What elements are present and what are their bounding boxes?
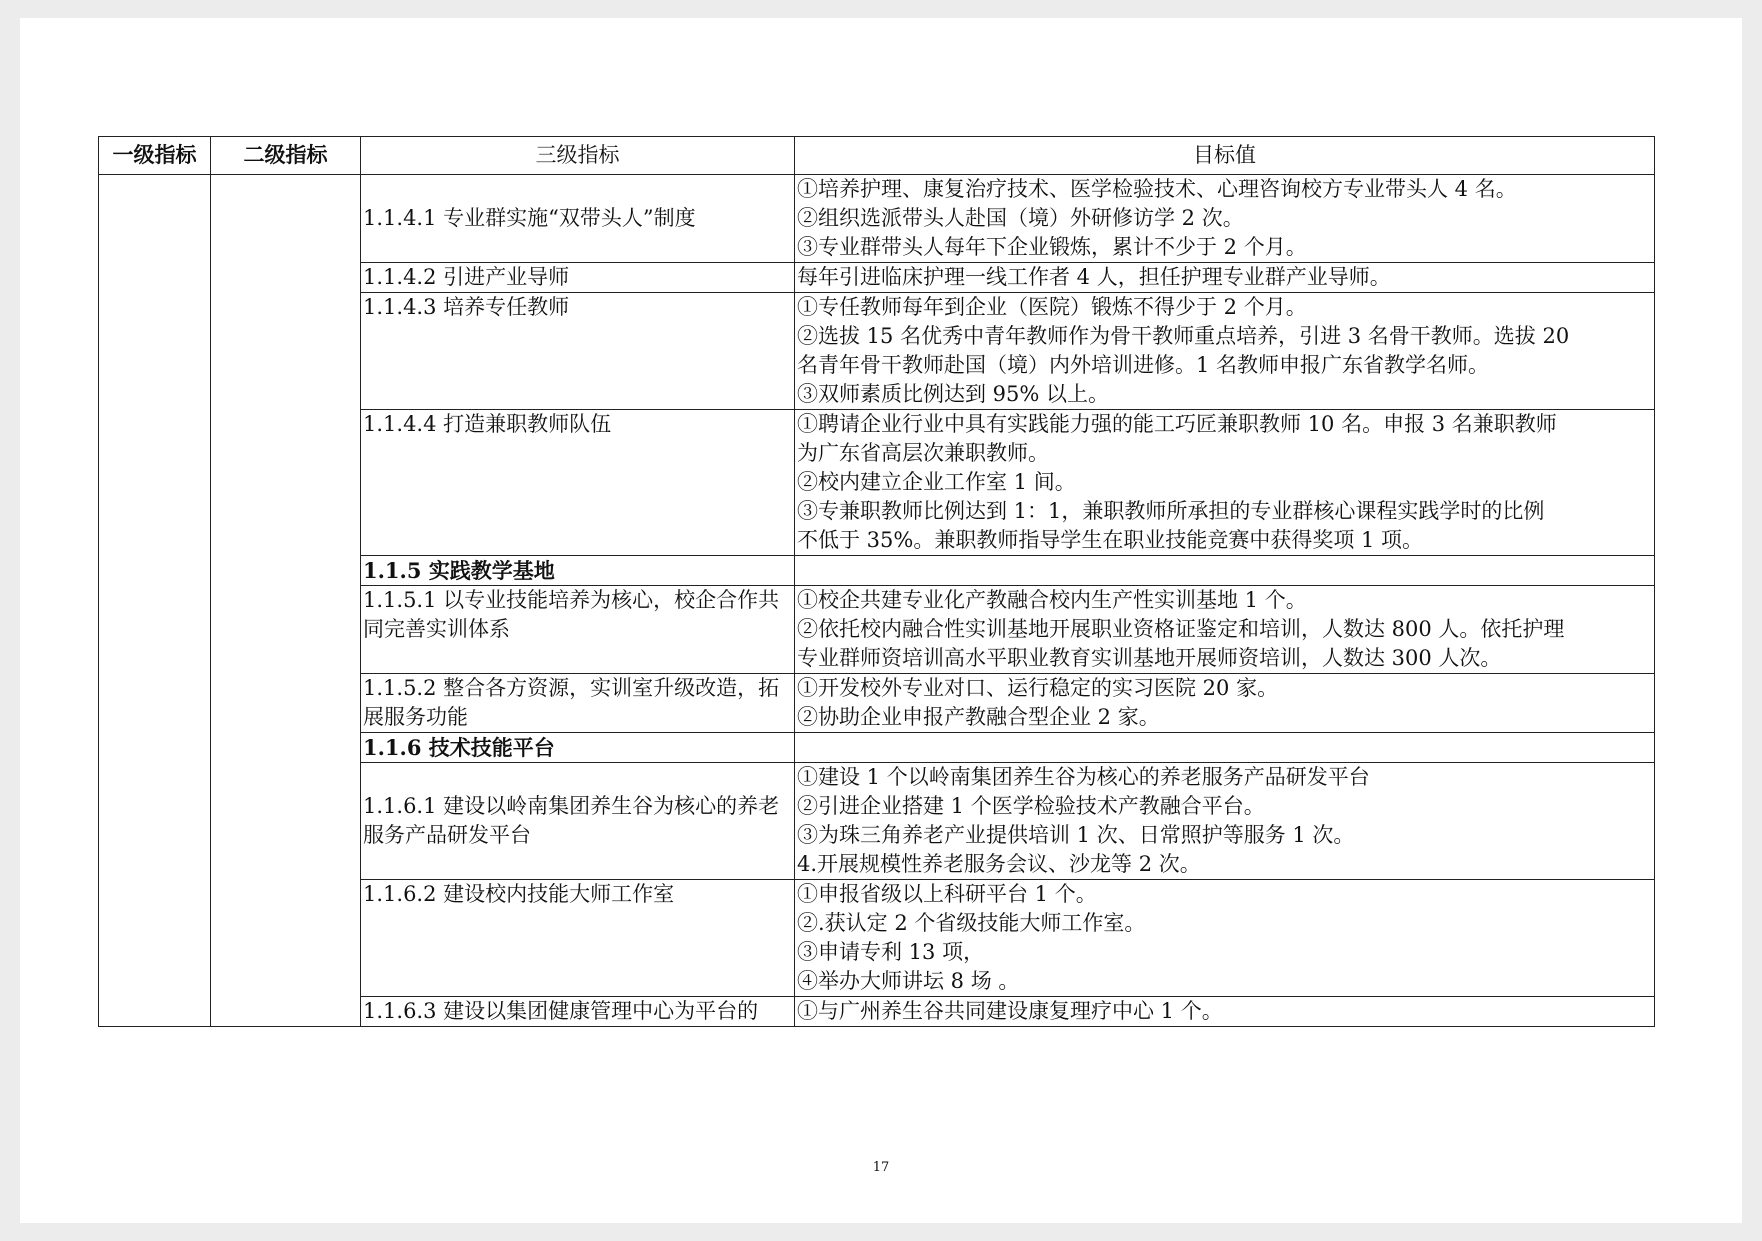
- target-cell-empty: [795, 556, 1655, 586]
- target-line: ②引进企业搭建 1 个医学检验技术产教融合平台。: [797, 794, 1265, 818]
- target-line: ②.获认定 2 个省级技能大师工作室。: [797, 911, 1146, 935]
- header-level3: 三级指标: [361, 137, 795, 175]
- indicator-text: 1.1.4.3 培养专任教师: [363, 295, 570, 319]
- table-row: [99, 175, 1655, 263]
- table-body: [99, 175, 1655, 1027]
- target-cell: [795, 997, 1655, 1027]
- target-line: 为广东省高层次兼职教师。: [797, 441, 1049, 465]
- target-line: ③专业群带头人每年下企业锻炼，累计不少于 2 个月。: [797, 235, 1307, 259]
- target-line: ②协助企业申报产教融合型企业 2 家。: [797, 705, 1160, 729]
- indicator-text: 1.1.6.3 建设以集团健康管理中心为平台的: [363, 999, 759, 1023]
- target-cell: [795, 763, 1655, 880]
- target-cell: [795, 880, 1655, 997]
- target-line: ③双师素质比例达到 95% 以上。: [797, 382, 1110, 406]
- header-level1: 一级指标: [99, 137, 211, 175]
- indicator-table: [98, 136, 1655, 1027]
- level3-cell: [361, 997, 795, 1027]
- level3-cell: [361, 880, 795, 997]
- section-heading: 1.1.5 实践教学基地: [363, 558, 555, 583]
- target-line: ③申请专利 13 项，: [797, 940, 985, 964]
- target-line: ①与广州养生谷共同建设康复理疗中心 1 个。: [797, 999, 1223, 1023]
- table-header-row: [99, 137, 1655, 175]
- target-line: ①聘请企业行业中具有实践能力强的能工巧匠兼职教师 10 名。申报 3 名兼职教师: [797, 412, 1557, 436]
- indicator-text: 1.1.6.2 建设校内技能大师工作室: [363, 882, 675, 906]
- target-line: ①培养护理、康复治疗技术、医学检验技术、心理咨询校方专业带头人 4 名。: [797, 177, 1517, 201]
- target-line: ①开发校外专业对口、运行稳定的实习医院 20 家。: [797, 676, 1279, 700]
- target-line: ①校企共建专业化产教融合校内生产性实训基地 1 个。: [797, 588, 1307, 612]
- target-line: 名青年骨干教师赴国（境）内外培训进修。1 名教师申报广东省教学名师。: [797, 353, 1490, 377]
- target-line: ②组织选派带头人赴国（境）外研修访学 2 次。: [797, 206, 1244, 230]
- page-number: 17: [872, 1160, 890, 1175]
- header-target: 目标值: [795, 137, 1655, 175]
- target-line: ①申报省级以上科研平台 1 个。: [797, 882, 1097, 906]
- level3-cell: [361, 293, 795, 410]
- indicator-text: 1.1.5.2 整合各方资源，实训室升级改造，拓展服务功能: [363, 676, 780, 729]
- target-cell: [795, 263, 1655, 293]
- target-cell: [795, 674, 1655, 733]
- level3-cell: [361, 263, 795, 293]
- target-line: ③为珠三角养老产业提供培训 1 次、日常照护等服务 1 次。: [797, 823, 1355, 847]
- target-cell: [795, 293, 1655, 410]
- header-level2: 二级指标: [211, 137, 361, 175]
- level3-cell: [361, 586, 795, 674]
- indicator-text: 1.1.4.2 引进产业导师: [363, 265, 570, 289]
- target-line: ②选拔 15 名优秀中青年教师作为骨干教师重点培养，引进 3 名骨干教师。选拔 20: [797, 324, 1570, 348]
- target-line: 每年引进临床护理一线工作者 4 人，担任护理专业群产业导师。: [797, 265, 1391, 289]
- level1-cell: [99, 175, 211, 1027]
- level3-cell: [361, 674, 795, 733]
- indicator-text: 1.1.4.1 专业群实施“双带头人”制度: [363, 206, 696, 230]
- target-line: 专业群师资培训高水平职业教育实训基地开展师资培训，人数达 300 人次。: [797, 646, 1502, 670]
- target-line: ②依托校内融合性实训基地开展职业资格证鉴定和培训，人数达 800 人。依托护理: [797, 617, 1565, 641]
- target-line: 4.开展规模性养老服务会议、沙龙等 2 次。: [797, 852, 1201, 876]
- indicator-text: 1.1.5.1 以专业技能培养为核心，校企合作共同完善实训体系: [363, 588, 780, 641]
- level2-cell: [211, 175, 361, 1027]
- section-heading-cell: [361, 733, 795, 763]
- target-cell-empty: [795, 733, 1655, 763]
- target-line: ④举办大师讲坛 8 场 。: [797, 969, 1020, 993]
- indicator-text: 1.1.4.4 打造兼职教师队伍: [363, 412, 612, 436]
- target-line: ②校内建立企业工作室 1 间。: [797, 470, 1076, 494]
- target-line: ①专任教师每年到企业（医院）锻炼不得少于 2 个月。: [797, 295, 1307, 319]
- section-heading: 1.1.6 技术技能平台: [363, 735, 555, 760]
- indicator-text: 1.1.6.1 建设以岭南集团养生谷为核心的养老服务产品研发平台: [363, 794, 780, 847]
- target-cell: [795, 175, 1655, 263]
- level3-cell: [361, 763, 795, 880]
- level3-cell: [361, 410, 795, 556]
- level3-cell: [361, 175, 795, 263]
- target-cell: [795, 410, 1655, 556]
- target-cell: [795, 586, 1655, 674]
- target-line: ③专兼职教师比例达到 1：1，兼职教师所承担的专业群核心课程实践学时的比例: [797, 499, 1545, 523]
- section-heading-cell: [361, 556, 795, 586]
- target-line: 不低于 35%。兼职教师指导学生在职业技能竞赛中获得奖项 1 项。: [797, 528, 1424, 552]
- target-line: ①建设 1 个以岭南集团养生谷为核心的养老服务产品研发平台: [797, 765, 1370, 789]
